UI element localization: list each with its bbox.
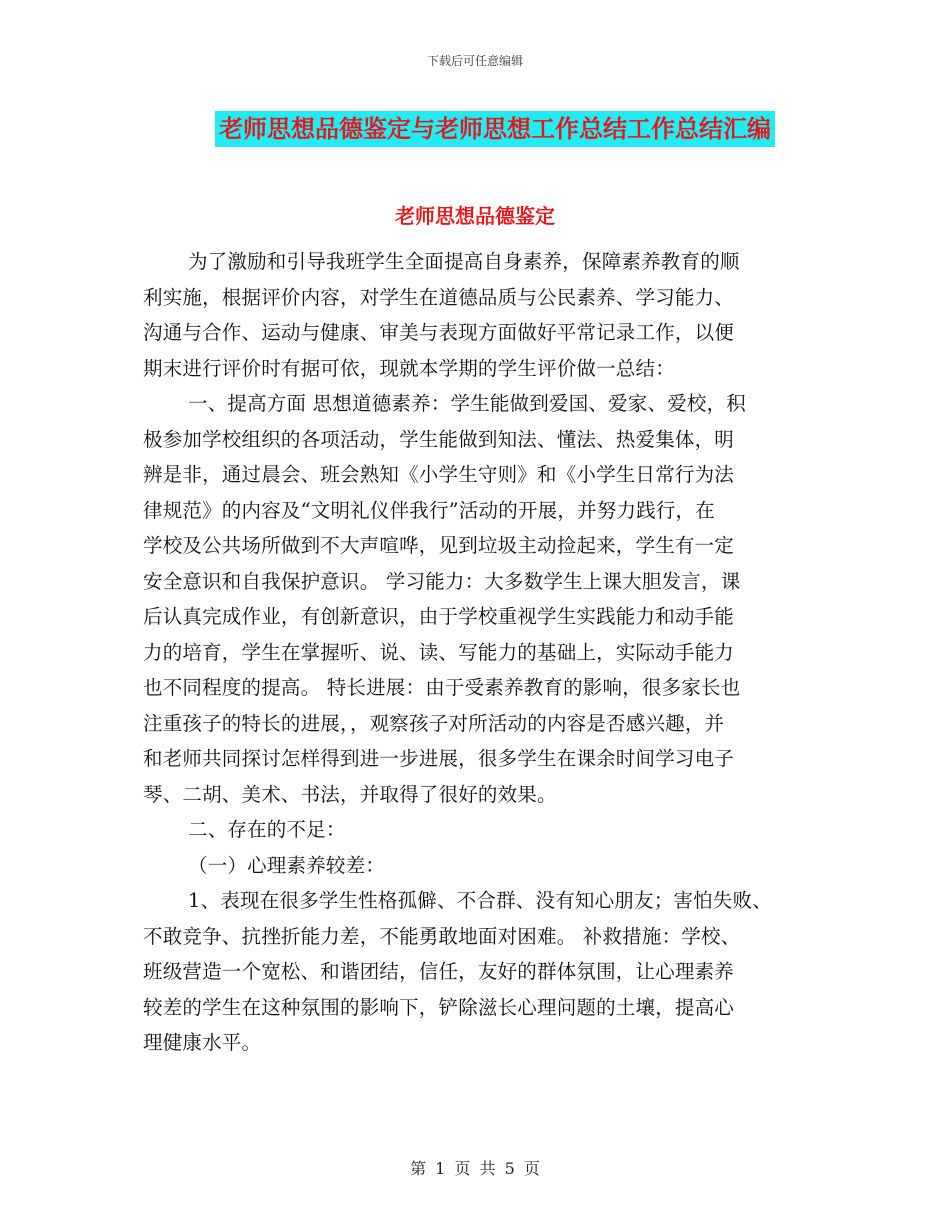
text-line: 注重孩子的特长的进展，，观察孩子对所活动的内容是否感兴趣，并	[143, 711, 725, 735]
text-line: 不敢竞争、抗挫折能力差，不能勇敢地面对困难。 补救措施：学校、	[143, 924, 741, 948]
text-line: （一）心理素养较差：	[188, 853, 386, 877]
text-line: 律规范》的内容及“文明礼仪伴我行”活动的开展，并努力践行，在	[143, 498, 715, 522]
text-line: 二、存在的不足：	[188, 818, 346, 841]
text-line: 理健康水平。	[143, 1031, 262, 1054]
body-text	[143, 244, 815, 1061]
text-line: 和老师共同探讨怎样得到进一步进展，很多学生在课余时间学习电子	[143, 747, 735, 770]
text-line: 学校及公共场所做到不大声喧哗，见到垃圾主动捡起来，学生有一定	[143, 534, 735, 557]
text-line: 极参加学校组织的各项活动，学生能做到知法、懂法、热爱集体，明	[143, 427, 735, 451]
text-line: 较差的学生在这种氛围的影响下，铲除滋长心理问题的土壤，提高心	[143, 995, 735, 1019]
text-line: 沟通与合作、运动与健康、审美与表现方面做好平常记录工作，以便	[143, 321, 735, 344]
page-header: 下载后可任意编辑	[426, 54, 523, 68]
section-title: 老师思想品德鉴定	[395, 204, 555, 228]
text-line: 期末进行评价时有据可依，现就本学期的学生评价做一总结：	[143, 356, 675, 380]
text-line: 后认真完成作业，有创新意识，由于学校重视学生实践能力和动手能	[143, 605, 735, 628]
text-line: 利实施，根据评价内容，对学生在道德品质与公民素养、学习能力、	[143, 285, 735, 309]
text-line: 班级营造一个宽松、和谐团结，信任，友好的群体氛围，让心理素养	[143, 960, 735, 983]
text-line: 为了激励和引导我班学生全面提高自身素养，保障素养教育的顺	[188, 250, 740, 273]
text-line: 辨是非，通过晨会、班会熟知《小学生守则》和《小学生日常行为法	[143, 463, 735, 486]
text-line: 琴、二胡、美术、书法，并取得了很好的效果。	[143, 782, 557, 806]
page-footer: 第 1 页 共 5 页	[410, 1159, 540, 1178]
text-line: 一、提高方面 思想道德素养：学生能做到爱国、爱家、爱校，积	[188, 392, 746, 415]
main-title: 老师思想品德鉴定与老师思想工作总结工作总结汇编	[215, 111, 775, 147]
text-line: 也不同程度的提高。 特长进展：由于受素养教育的影响，很多家长也	[143, 676, 741, 699]
text-line: 安全意识和自我保护意识。 学习能力：大多数学生上课大胆发言，课	[143, 569, 741, 593]
text-line: 力的培育，学生在掌握听、说、读、写能力的基础上，实际动手能力	[143, 640, 735, 664]
text-line: 1、表现在很多学生性格孤僻、不合群、没有知心朋友；害怕失败、	[188, 889, 772, 912]
main-title-wrap	[0, 111, 950, 147]
